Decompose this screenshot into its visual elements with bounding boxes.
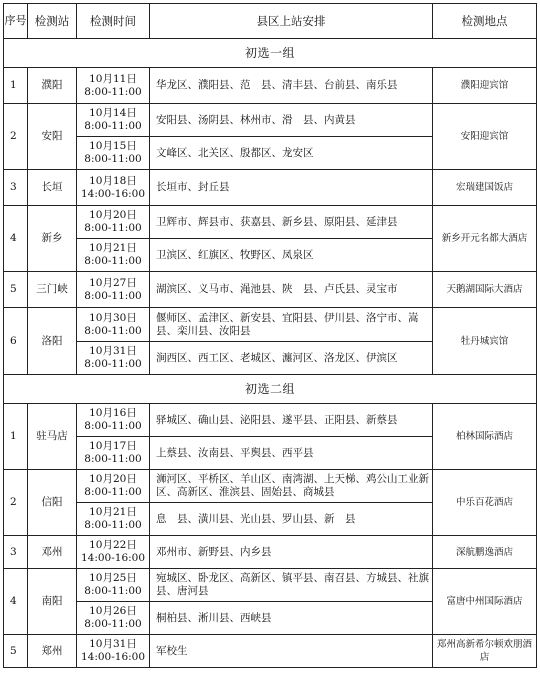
cell-time xyxy=(77,536,150,569)
cell-station: 安阳 xyxy=(28,104,77,170)
cell-date: 10月20日 xyxy=(89,209,137,221)
cell-date: 10月17日 xyxy=(89,440,137,452)
cell-time xyxy=(77,137,150,170)
cell-hours: 8:00-11:00 xyxy=(84,486,142,498)
cell-date: 10月26日 xyxy=(89,605,137,617)
table-row xyxy=(4,470,537,503)
cell-date: 10月31日 xyxy=(89,345,137,357)
cell-time xyxy=(77,308,150,342)
header-districts: 县区上站安排 xyxy=(150,4,433,39)
cell-date: 10月18日 xyxy=(89,174,137,187)
cell-hours: 14:00-16:00 xyxy=(80,187,146,200)
cell-station: 新乡 xyxy=(28,206,77,272)
cell-location: 深航鹏逸酒店 xyxy=(433,536,537,569)
cell-date: 10月27日 xyxy=(89,276,137,289)
cell-time xyxy=(77,239,150,272)
cell-station: 长垣 xyxy=(28,170,77,206)
cell-date: 10月11日 xyxy=(89,72,137,85)
cell-hours: 8:00-11:00 xyxy=(84,585,142,597)
cell-districts: 浉河区、平桥区、羊山区、南湾湖、上天梯、鸡公山工业新区、高新区、淮滨县、固始县、商城县 xyxy=(150,470,433,503)
schedule-sheet xyxy=(3,3,536,678)
cell-time xyxy=(77,342,150,375)
cell-location: 富唐中州国际酒店 xyxy=(433,569,537,635)
group-title-text: 初选二组 xyxy=(244,381,295,396)
cell-districts: 湖滨区、义马市、渑池县、陕 县、卢氏县、灵宝市 xyxy=(150,272,433,308)
cell-location: 郑州高新希尔顿欢朋酒店 xyxy=(433,635,537,668)
cell-hours: 8:00-11:00 xyxy=(84,222,142,234)
cell-hours: 14:00-16:00 xyxy=(80,651,146,663)
cell-hours: 8:00-11:00 xyxy=(84,85,142,98)
group-header-row xyxy=(4,39,537,68)
cell-hours: 14:00-16:00 xyxy=(80,552,146,564)
cell-districts: 邓州市、新野县、内乡县 xyxy=(150,536,433,569)
table-row xyxy=(4,536,537,569)
cell-seq: 5 xyxy=(4,635,28,668)
cell-location: 宏瑞建国饭店 xyxy=(433,170,537,206)
cell-hours: 8:00-11:00 xyxy=(84,358,142,370)
cell-date: 10月21日 xyxy=(89,506,137,518)
cell-districts: 涧西区、西工区、老城区、瀍河区、洛龙区、伊滨区 xyxy=(150,342,433,375)
cell-time xyxy=(77,635,150,668)
cell-seq: 1 xyxy=(4,68,28,104)
cell-districts: 安阳县、汤阴县、林州市、滑 县、内黄县 xyxy=(150,104,433,137)
cell-station: 信阳 xyxy=(28,470,77,536)
header-row xyxy=(4,4,537,39)
cell-seq: 3 xyxy=(4,170,28,206)
group-title-text: 初选一组 xyxy=(244,45,295,60)
table-row xyxy=(4,308,537,342)
cell-seq: 4 xyxy=(4,206,28,272)
table-row xyxy=(4,104,537,137)
cell-location: 濮阳迎宾馆 xyxy=(433,68,537,104)
header-station: 检测站 xyxy=(28,4,77,39)
cell-station: 邓州 xyxy=(28,536,77,569)
group-title xyxy=(4,375,537,404)
cell-date: 10月14日 xyxy=(89,107,137,119)
cell-time xyxy=(77,404,150,437)
cell-districts: 文峰区、北关区、殷都区、龙安区 xyxy=(150,137,433,170)
table-row xyxy=(4,635,537,668)
cell-station: 南阳 xyxy=(28,569,77,635)
cell-date: 10月22日 xyxy=(89,539,137,551)
cell-date: 10月30日 xyxy=(89,311,137,324)
cell-hours: 8:00-11:00 xyxy=(84,153,142,165)
cell-districts: 上蔡县、汝南县、平舆县、西平县 xyxy=(150,437,433,470)
cell-districts: 长垣市、封丘县 xyxy=(150,170,433,206)
cell-date: 10月31日 xyxy=(89,638,137,650)
cell-time xyxy=(77,503,150,536)
cell-location: 安阳迎宾馆 xyxy=(433,104,537,170)
cell-districts: 军校生 xyxy=(150,635,433,668)
cell-seq: 2 xyxy=(4,470,28,536)
cell-time xyxy=(77,602,150,635)
cell-districts: 华龙区、濮阳县、范 县、清丰县、台前县、南乐县 xyxy=(150,68,433,104)
cell-districts: 息 县、潢川县、光山县、罗山县、新 县 xyxy=(150,503,433,536)
header-location: 检测地点 xyxy=(433,4,537,39)
cell-location: 天鹅湖国际大酒店 xyxy=(433,272,537,308)
cell-time xyxy=(77,68,150,104)
cell-hours: 8:00-11:00 xyxy=(84,289,142,302)
cell-time xyxy=(77,272,150,308)
cell-hours: 8:00-11:00 xyxy=(84,420,142,432)
header-time: 检测时间 xyxy=(77,4,150,39)
cell-location: 柏林国际酒店 xyxy=(433,404,537,470)
cell-districts: 偃师区、孟津区、新安县、宜阳县、伊川县、洛宁市、嵩 县、栾川县、汝阳县 xyxy=(150,308,433,342)
table-row xyxy=(4,404,537,437)
cell-time xyxy=(77,170,150,206)
cell-seq: 5 xyxy=(4,272,28,308)
header-seq: 序号 xyxy=(4,4,28,39)
cell-date: 10月15日 xyxy=(89,140,137,152)
cell-station: 三门峡 xyxy=(28,272,77,308)
cell-hours: 8:00-11:00 xyxy=(84,618,142,630)
cell-station: 洛阳 xyxy=(28,308,77,375)
cell-time xyxy=(77,569,150,602)
cell-districts: 宛城区、卧龙区、高新区、镇平县、南召县、方城县、社旗县、唐河县 xyxy=(150,569,433,602)
cell-seq: 3 xyxy=(4,536,28,569)
cell-location: 中乐百花酒店 xyxy=(433,470,537,536)
cell-location: 牡丹城宾馆 xyxy=(433,308,537,375)
cell-districts: 卫辉市、辉县市、获嘉县、新乡县、原阳县、延津县 xyxy=(150,206,433,239)
cell-districts: 卫滨区、红旗区、牧野区、凤泉区 xyxy=(150,239,433,272)
group-title xyxy=(4,39,537,68)
cell-seq: 6 xyxy=(4,308,28,375)
table-row xyxy=(4,68,537,104)
cell-station: 驻马店 xyxy=(28,404,77,470)
cell-seq: 1 xyxy=(4,404,28,470)
cell-time xyxy=(77,104,150,137)
cell-location: 新乡开元名都大酒店 xyxy=(433,206,537,272)
cell-time xyxy=(77,206,150,239)
cell-hours: 8:00-11:00 xyxy=(84,519,142,531)
cell-station: 郑州 xyxy=(28,635,77,668)
schedule-table xyxy=(3,3,537,668)
cell-hours: 8:00-11:00 xyxy=(84,453,142,465)
cell-time xyxy=(77,470,150,503)
cell-hours: 8:00-11:00 xyxy=(84,120,142,132)
cell-hours: 8:00-11:00 xyxy=(84,255,142,267)
cell-hours: 8:00-11:00 xyxy=(84,324,142,337)
table-row xyxy=(4,170,537,206)
cell-station: 濮阳 xyxy=(28,68,77,104)
table-row xyxy=(4,569,537,602)
table-row xyxy=(4,206,537,239)
cell-date: 10月25日 xyxy=(89,572,137,584)
cell-seq: 4 xyxy=(4,569,28,635)
cell-date: 10月16日 xyxy=(89,407,137,419)
cell-date: 10月21日 xyxy=(89,242,137,254)
cell-districts: 驿城区、确山县、泌阳县、遂平县、正阳县、新蔡县 xyxy=(150,404,433,437)
cell-date: 10月20日 xyxy=(89,473,137,485)
cell-time xyxy=(77,437,150,470)
cell-seq: 2 xyxy=(4,104,28,170)
cell-districts: 桐柏县、淅川县、西峡县 xyxy=(150,602,433,635)
table-row xyxy=(4,272,537,308)
group-header-row xyxy=(4,375,537,404)
